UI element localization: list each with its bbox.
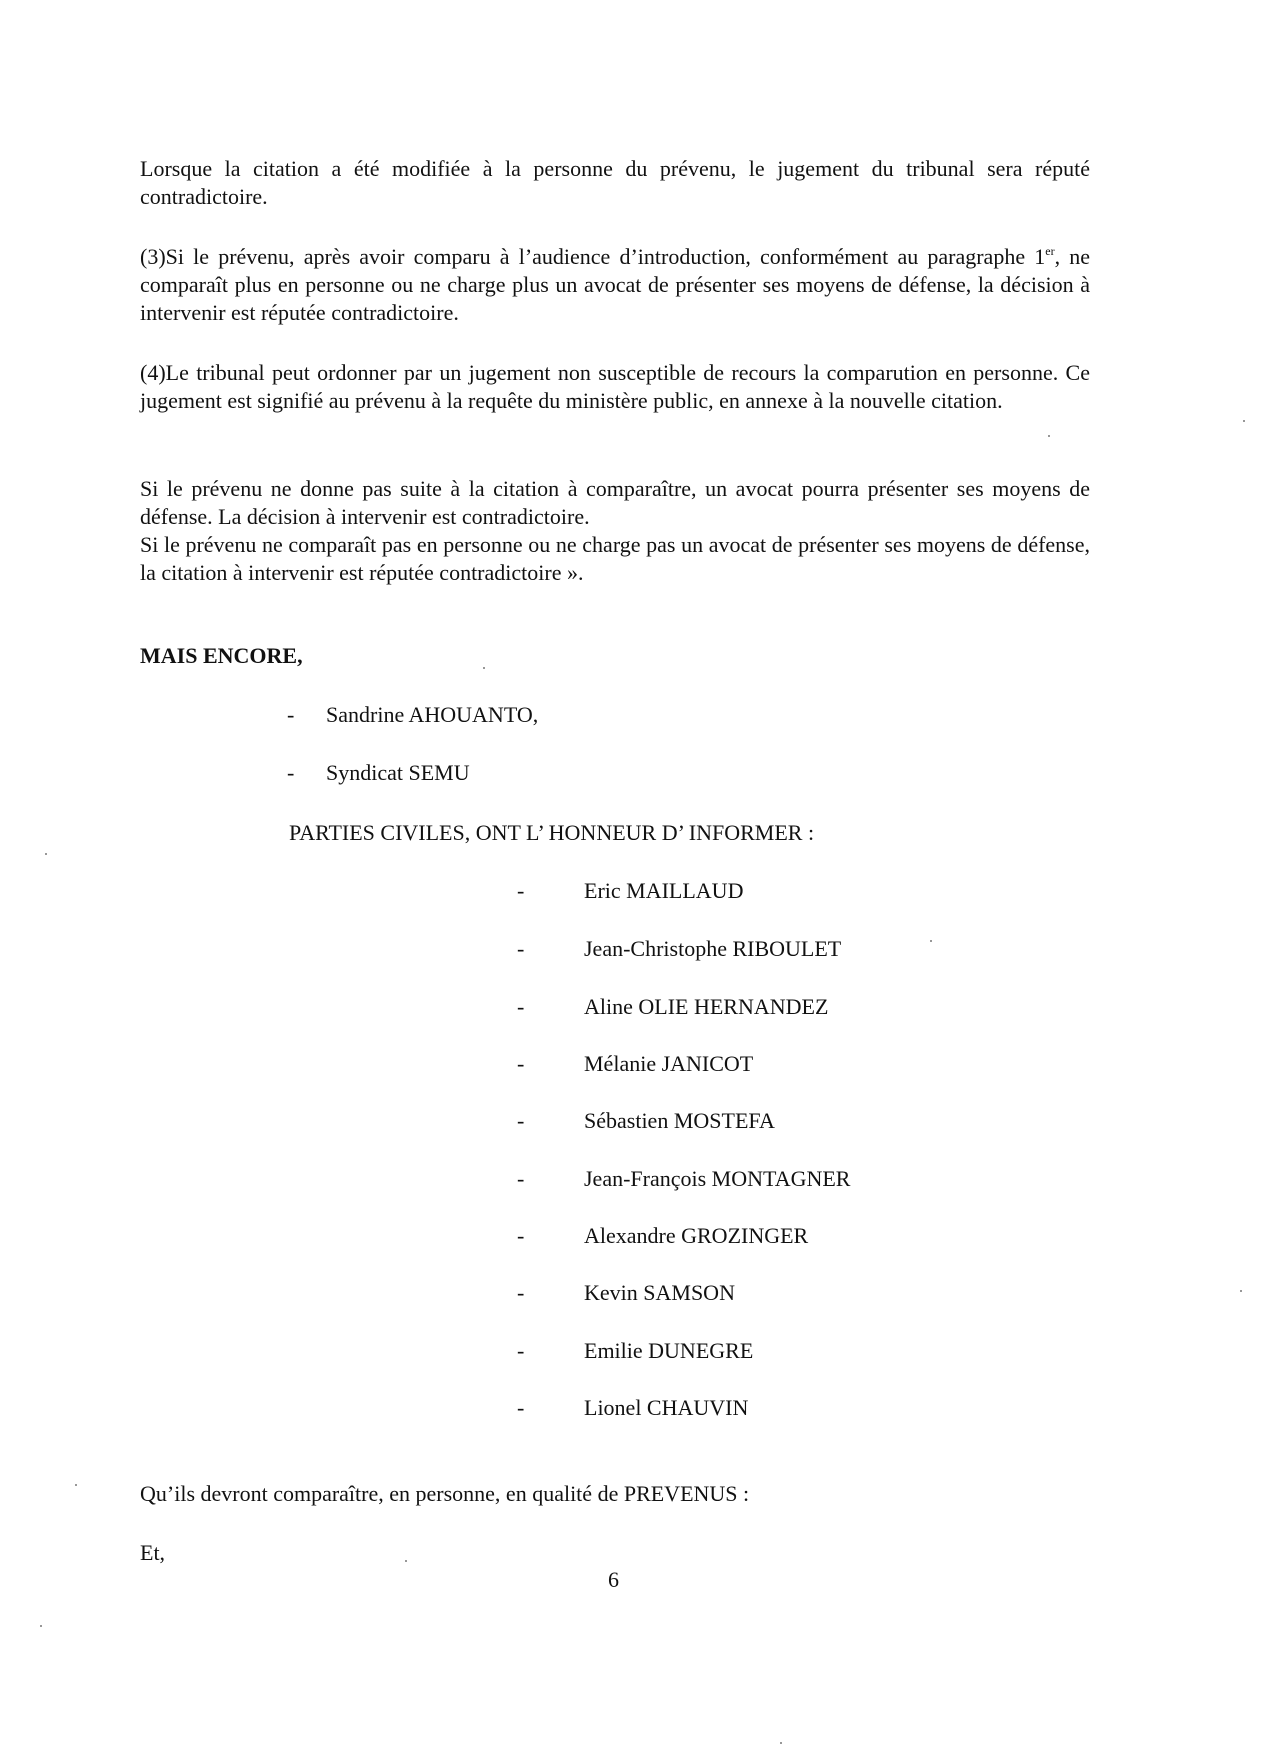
scan-speck (1048, 435, 1050, 437)
scan-speck (40, 1625, 42, 1627)
scan-speck (405, 1560, 407, 1562)
paragraph-not-appearing: Si le prévenu ne comparaît pas en personne ou ne charge pas un avocat de présenter ses moyens de défense, la citation à intervenir est réputée contradictoire ». (140, 532, 1090, 585)
list-dash: - (517, 1280, 525, 1305)
paragraph-3-superscript: er (1045, 244, 1055, 258)
scan-speck (1243, 420, 1245, 422)
heading-mais-encore: MAIS ENCORE, (140, 643, 303, 668)
defendant-name: Lionel CHAUVIN (584, 1395, 749, 1420)
list-dash: - (517, 1395, 525, 1420)
paragraph-3 (140, 243, 1090, 327)
paragraph-3-text-end: , ne comparaît plus en personne ou ne charge plus un avocat de présenter ses moyens de défense, la décision à intervenir est réputée contradictoire. (140, 244, 1091, 325)
defendant-name: Eric MAILLAUD (584, 878, 744, 903)
paragraph-3-text-start: (3)Si le prévenu, après avoir comparu à l’audience d’introduction, conformément au paragraphe 1 (140, 244, 1046, 269)
list-dash: - (517, 994, 525, 1019)
defendant-name: Sébastien MOSTEFA (584, 1108, 775, 1133)
closing-line: Qu’ils devront comparaître, en personne, en qualité de PREVENUS : (140, 1481, 750, 1506)
parties-intro: PARTIES CIVILES, ONT L’ HONNEUR D’ INFORMER : (289, 820, 815, 845)
paragraph-4: (4)Le tribunal peut ordonner par un jugement non susceptible de recours la comparution en personne. Ce jugement est signifié au prévenu à la requête du ministère public, en annexe à la nouvelle citation. (140, 360, 1090, 413)
defendant-name: Emilie DUNEGRE (584, 1338, 754, 1363)
defendant-name: Alexandre GROZINGER (584, 1223, 809, 1248)
scan-speck (1240, 1290, 1242, 1292)
scan-speck (75, 1484, 77, 1486)
defendant-name: Mélanie JANICOT (584, 1051, 754, 1076)
list-dash: - (517, 878, 525, 903)
scan-speck (930, 940, 932, 942)
list-dash: - (517, 1051, 525, 1076)
defendant-name: Jean-François MONTAGNER (584, 1166, 851, 1191)
civil-party-name: Sandrine AHOUANTO, (326, 702, 539, 727)
civil-party-name: Syndicat SEMU (326, 760, 470, 785)
list-dash: - (517, 1108, 525, 1133)
page-number: 6 (608, 1567, 619, 1592)
list-dash: - (517, 1166, 525, 1191)
defendant-name: Jean-Christophe RIBOULET (584, 936, 842, 961)
et-line: Et, (140, 1540, 166, 1565)
scan-speck (483, 667, 485, 669)
list-dash: - (517, 1338, 525, 1363)
defendant-name: Kevin SAMSON (584, 1280, 735, 1305)
list-dash: - (287, 760, 295, 785)
list-dash: - (287, 702, 295, 727)
scan-speck (780, 1742, 782, 1744)
defendant-name: Aline OLIE HERNANDEZ (584, 994, 829, 1019)
paragraph-citation-modified: Lorsque la citation a été modifiée à la personne du prévenu, le jugement du tribunal sera réputé contradictoire. (140, 156, 1090, 209)
list-dash: - (517, 936, 525, 961)
list-dash: - (517, 1223, 525, 1248)
paragraph-no-response: Si le prévenu ne donne pas suite à la citation à comparaître, un avocat pourra présenter ses moyens de défense. La décision à intervenir est contradictoire. (140, 476, 1090, 529)
scan-speck (45, 853, 47, 855)
